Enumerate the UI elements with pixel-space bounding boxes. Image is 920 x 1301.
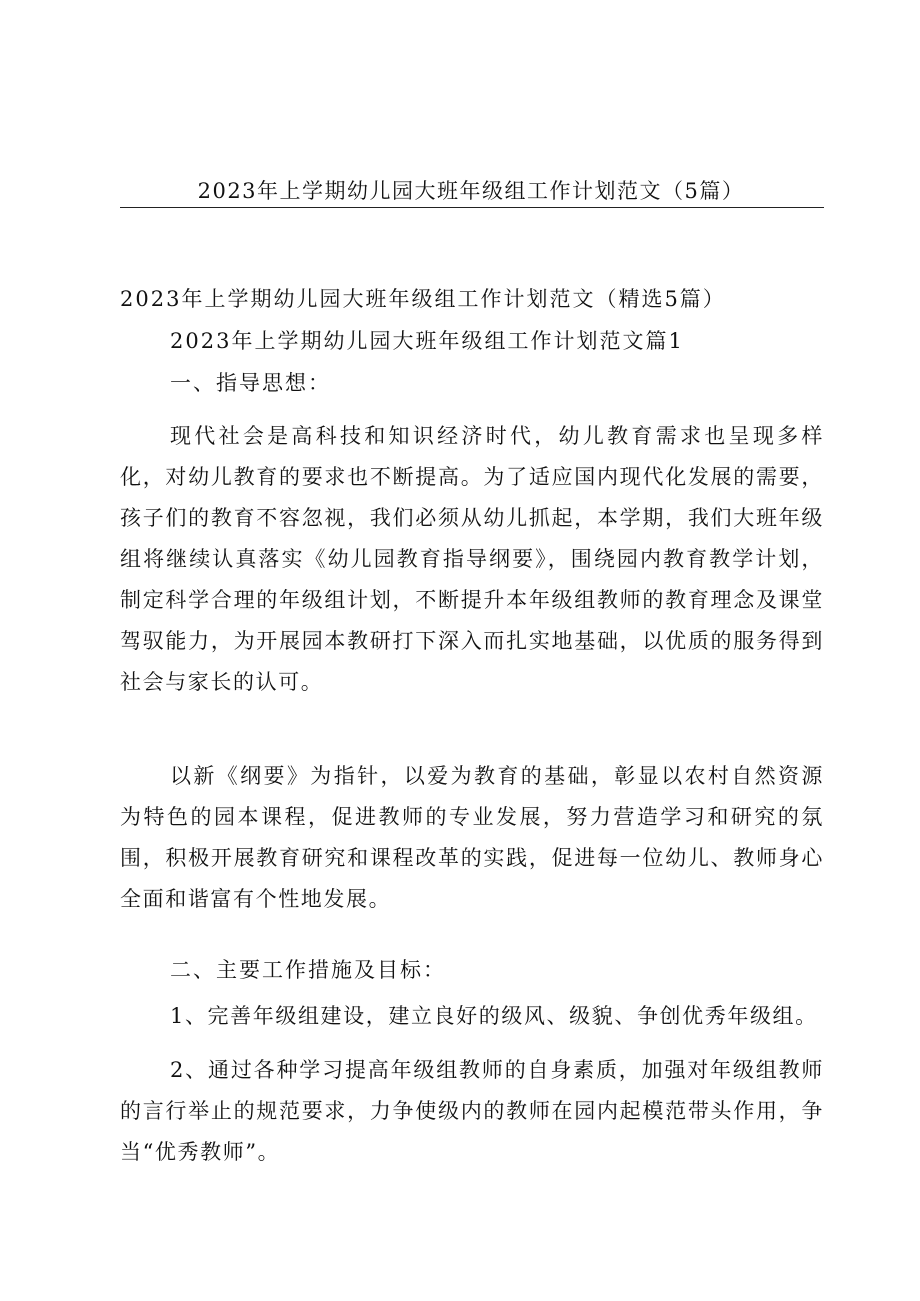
paragraph-3: 2、通过各种学习提高年级组教师的自身素质，加强对年级组教师的言行举止的规范要求，力争使级内的教师在园内起模范带头作用，争当“优秀教师”。: [120, 1058, 824, 1164]
paragraph-2: 以新《纲要》为指针，以爱为教育的基础，彰显以农村自然资源为特色的园本课程，促进教师的专业发展，努力营造学习和研究的氛围，积极开展教育研究和课程改革的实践，促进每一位幼儿、教师身心全面和谐富有个性地发展。: [120, 764, 824, 911]
list-item-1: 1、完善年级组建设，建立良好的级风、级貌、争创优秀年级组。: [170, 1004, 818, 1028]
section-title: 2023年上学期幼儿园大班年级组工作计划范文篇1: [170, 329, 684, 353]
main-title: 2023年上学期幼儿园大班年级组工作计划范文（精选5篇）: [120, 287, 726, 311]
heading-main-measures: 二、主要工作措施及目标：: [170, 958, 446, 982]
header-rule: [120, 207, 824, 208]
paragraph-1: 现代社会是高科技和知识经济时代，幼儿教育需求也呈现多样化，对幼儿教育的要求也不断提高。为了适应国内现代化发展的需要，孩子们的教育不容忽视，我们必须从幼儿抓起，本学期，我们大班年级组将继续认真落实《幼儿园教育指导纲要》，围绕园内教育教学计划，制定科学合理的年级组计划，不断提升本年级组教师的教育理念及课堂驾驭能力，为开展园本教研打下深入而扎实地基础，以优质的服务得到社会与家长的认可。: [120, 424, 824, 694]
header-title: 2023年上学期幼儿园大班年级组工作计划范文（5篇）: [197, 179, 745, 203]
heading-guiding-thought: 一、指导思想：: [170, 371, 331, 395]
